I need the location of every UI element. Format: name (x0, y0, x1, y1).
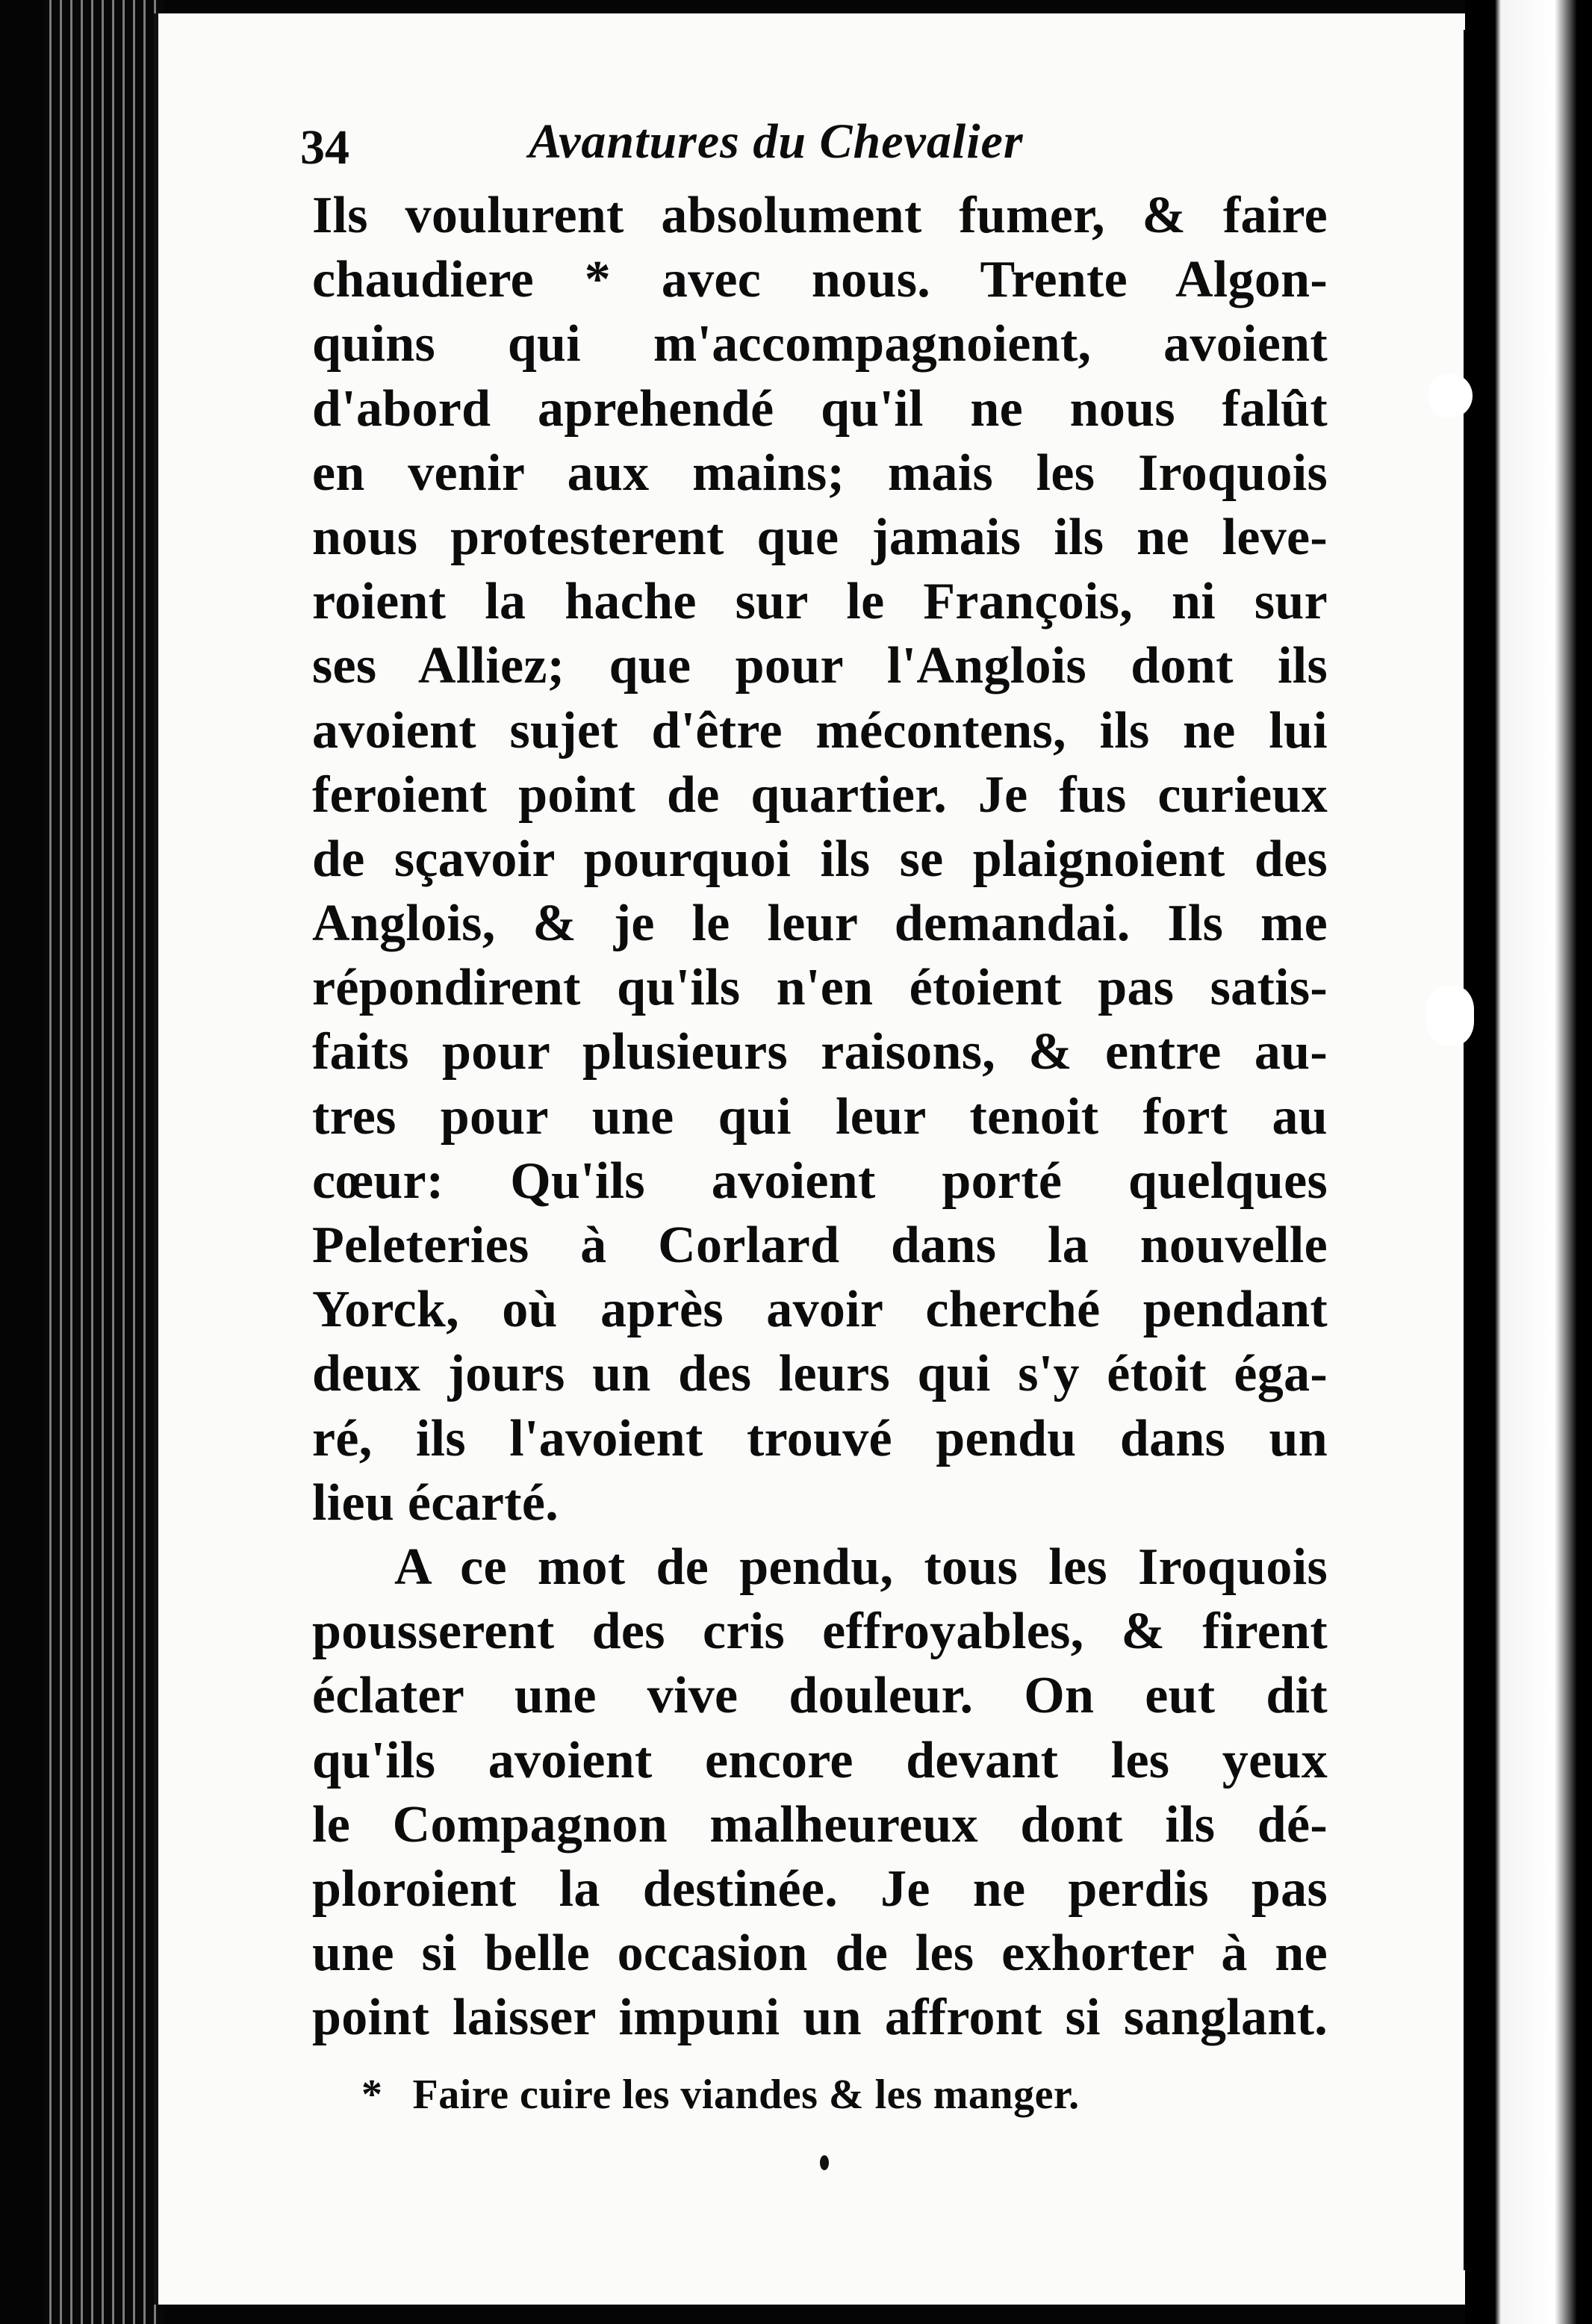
footnote (312, 2068, 1328, 2122)
text-line: avoient sujet d'être mécontens, ils ne lui (312, 701, 1328, 759)
running-head: Avantures du Chevalier (529, 114, 1024, 169)
text-line: une si belle occasion de les exhorter à ne (312, 1924, 1328, 1983)
adjacent-page-edge (1465, 0, 1592, 2324)
text-line: tres pour une qui leur tenoit fort au (312, 1087, 1328, 1146)
text-line: cœur: Qu'ils avoient porté quelques (312, 1152, 1328, 1210)
text-line: point laisser impuni un affront si sanglant. (312, 1989, 1328, 2047)
page-text (300, 112, 1328, 2122)
text-line: lieu écarté. (312, 1473, 559, 1532)
text-line: nous protesterent que jamais ils ne leve- (312, 508, 1328, 566)
text-line: éclater une vive douleur. On eut dit (312, 1667, 1328, 1725)
text-line: feroient point de quartier. Je fus curieux (312, 765, 1328, 824)
text-line: en venir aux mains; mais les Iroquois (312, 444, 1328, 502)
text-line: Anglois, & je le leur demandai. Ils me (312, 895, 1328, 953)
text-line: faits pour plusieurs raisons, & entre au- (312, 1023, 1328, 1081)
ink-speck (820, 2155, 829, 2170)
text-line: Peleteries à Corlard dans la nouvelle (312, 1217, 1328, 1274)
text-line: roient la hache sur le François, ni sur (312, 573, 1328, 631)
page-number: 34 (300, 120, 349, 175)
text-line: quins qui m'accompagnoient, avoient (312, 315, 1328, 373)
body-paragraph (312, 1535, 1328, 2051)
paper-damage-mark (1428, 373, 1473, 418)
body-paragraph (312, 184, 1328, 1535)
text-line: pousserent des cris effroyables, & firent (312, 1603, 1328, 1661)
text-line: le Compagnon malheureux dont ils dé- (312, 1795, 1328, 1854)
text-line: répondirent qu'ils n'en étoient pas satis- (312, 959, 1328, 1017)
text-line: ses Alliez; que pour l'Anglois dont ils (312, 637, 1328, 695)
text-line: ré, ils l'avoient trouvé pendu dans un (312, 1409, 1328, 1467)
text-line: Ils voulurent absolument fumer, & faire (312, 187, 1328, 244)
text-line: A ce mot de pendu, tous les Iroquois (394, 1538, 1328, 1596)
page-header (300, 112, 1328, 184)
stacked-page-edges (45, 0, 164, 2324)
text-line: Yorck, où après avoir cherché pendant (312, 1281, 1328, 1339)
text-line: d'abord aprehendé qu'il ne nous falût (312, 379, 1328, 438)
paper-damage-mark (1426, 986, 1474, 1046)
text-line: qu'ils avoient encore devant les yeux (312, 1731, 1328, 1789)
text-line: de sçavoir pourquoi ils se plaignoient des (312, 830, 1328, 888)
text-line: ploroient la destinée. Je ne perdis pas (312, 1859, 1328, 1918)
text-line: chaudiere * avec nous. Trente Algon- (312, 251, 1328, 309)
text-line: deux jours un des leurs qui s'y étoit éga- (312, 1345, 1328, 1403)
footnote-text: Faire cuire les viandes & les manger. (412, 2072, 1080, 2119)
footnote-mark: * (361, 2072, 383, 2119)
